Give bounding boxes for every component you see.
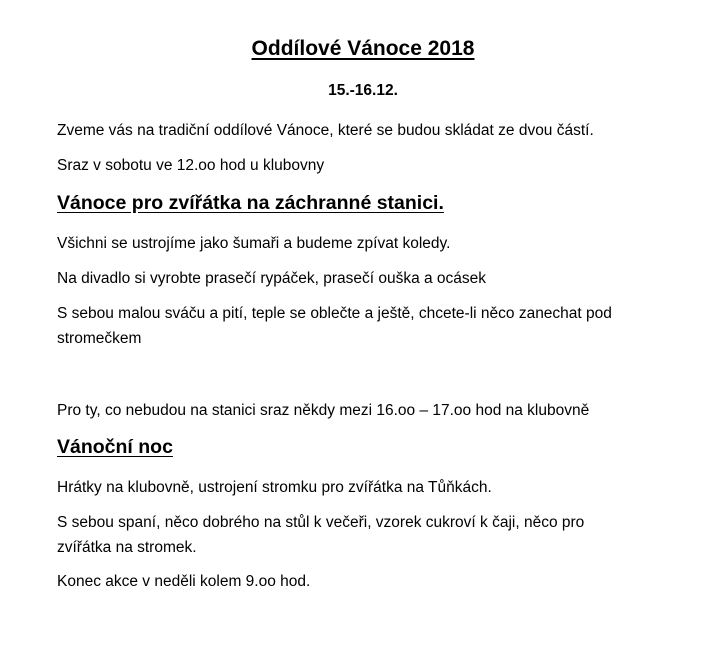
section1-paragraph-1: Všichni se ustrojíme jako šumaři a budeme zpívat koledy. (57, 235, 451, 252)
section2-paragraph-3: Konec akce v neděli kolem 9.oo hod. (57, 573, 311, 590)
section2-heading: Vánoční noc (57, 436, 173, 458)
document-title: Oddílové Vánoce 2018 (251, 37, 475, 60)
section1-paragraph-4: Pro ty, co nebudou na stanici sraz někdy mezi 16.oo – 17.oo hod na klubovně (57, 402, 590, 419)
section2-paragraph-2-line1: S sebou spaní, něco dobrého na stůl k večeři, vzorek cukroví k čaji, něco pro (57, 514, 585, 531)
section1-paragraph-3-line2: stromečkem (57, 330, 142, 347)
section1-paragraph-2: Na divadlo si vyrobte prasečí rypáček, prasečí ouška a ocásek (57, 270, 487, 287)
section2-paragraph-2-line2: zvířátka na stromek. (57, 539, 197, 556)
section1-paragraph-3-line1: S sebou malou sváču a pití, teple se oblečte a ještě, chcete-li něco zanechat pod (57, 305, 612, 322)
section1-heading: Vánoce pro zvířátka na záchranné stanici. (57, 192, 444, 214)
meeting-paragraph: Sraz v sobotu ve 12.oo hod u klubovny (57, 157, 325, 174)
section2-paragraph-1: Hrátky na klubovně, ustrojení stromku pro zvířátka na Tůňkách. (57, 479, 492, 496)
event-date: 15.-16.12. (328, 82, 398, 99)
intro-paragraph: Zveme vás na tradiční oddílové Vánoce, které se budou skládat ze dvou částí. (57, 122, 594, 139)
